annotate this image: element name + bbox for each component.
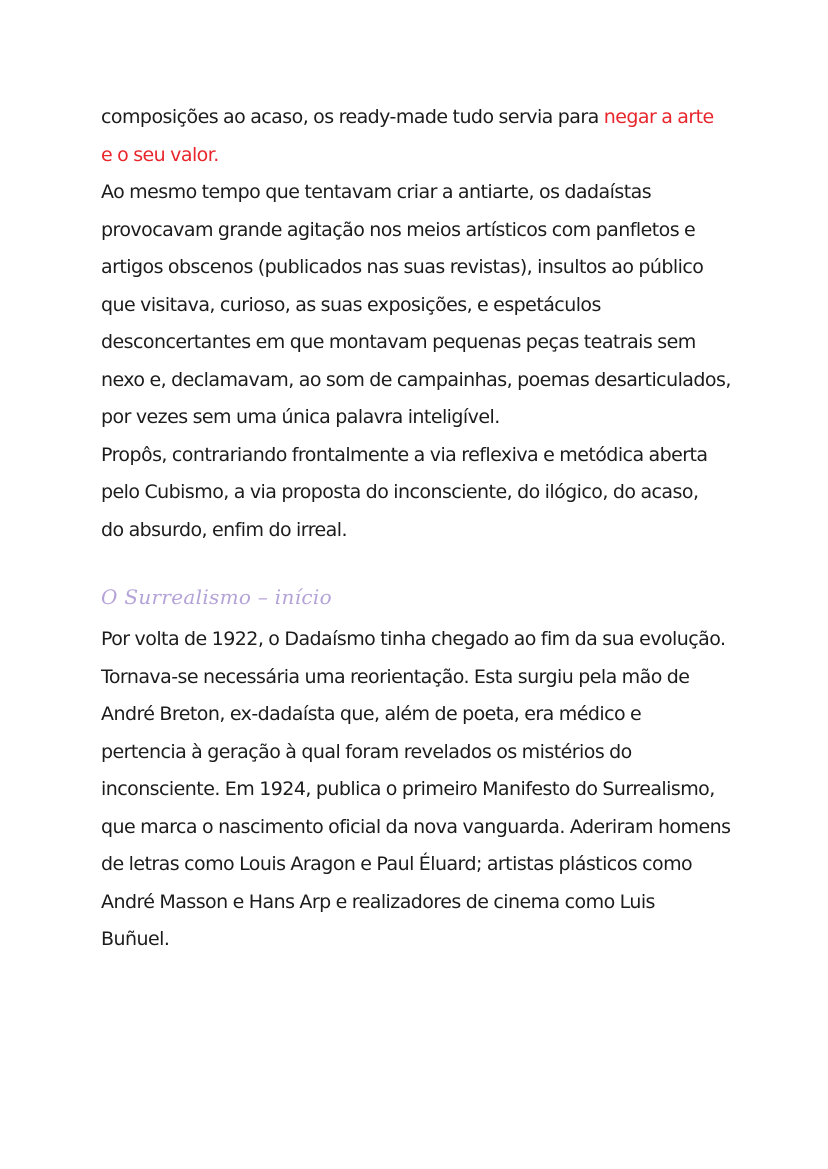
text-line: do absurdo, enfim do irreal.: [101, 518, 347, 541]
text-line: que marca o nascimento oficial da nova vanguarda. Aderiram homens: [101, 815, 731, 838]
text-line: pelo Cubismo, a via proposta do inconsciente, do ilógico, do acaso,: [101, 481, 699, 503]
highlighted-phrase: e o seu valor.: [101, 143, 219, 166]
text-line: nexo e, declamavam, ao som de campainhas, poemas desarticulados,: [101, 368, 731, 391]
text-line: [101, 99, 741, 137]
text-line: provocavam grande agitação nos meios artísticos com panfletos e: [101, 218, 696, 241]
highlighted-phrase: negar a arte: [603, 106, 714, 128]
text-line: artigos obscenos (publicados nas suas revistas), insultos ao público: [101, 256, 704, 278]
text-line: de letras como Louis Aragon e Paul Éluard; artistas plásticos como: [101, 853, 693, 875]
text-segment: composições ao acaso, os ready-made tudo servia para: [101, 106, 604, 128]
text-line: desconcertantes em que montavam pequenas peças teatrais sem: [101, 331, 696, 353]
surrealism-paragraph: [101, 621, 741, 959]
text-line: Propôs, contrariando frontalmente a via reflexiva e metódica aberta: [101, 443, 708, 466]
text-line: Ao mesmo tempo que tentavam criar a antiarte, os dadaístas: [101, 181, 652, 203]
text-line: André Breton, ex-dadaísta que, além de poeta, era médico e: [101, 703, 642, 725]
text-line: pertencia à geração à qual foram revelados os mistérios do: [101, 740, 632, 763]
section-heading: O Surrealismo – início: [101, 585, 332, 609]
text-line: por vezes sem uma única palavra inteligível.: [101, 406, 500, 428]
dadaism-paragraph: [101, 99, 741, 549]
text-line: inconsciente. Em 1924, publica o primeiro Manifesto do Surrealismo,: [101, 778, 715, 800]
text-line: Tornava-se necessária uma reorientação. Esta surgiu pela mão de: [101, 665, 690, 688]
text-line: Buñuel.: [101, 928, 170, 950]
text-line: André Masson e Hans Arp e realizadores de cinema como Luis: [101, 890, 655, 913]
text-line: que visitava, curioso, as suas exposições, e espetáculos: [101, 293, 601, 316]
text-line: Por volta de 1922, o Dadaísmo tinha chegado ao fim da sua evolução.: [101, 628, 726, 650]
